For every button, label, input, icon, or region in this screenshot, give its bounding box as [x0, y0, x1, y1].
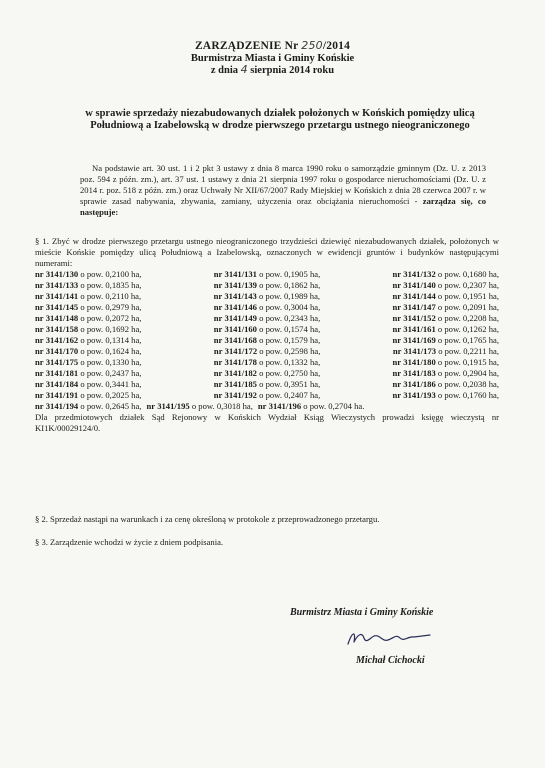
- area-prefix: o pow.: [437, 357, 461, 367]
- plot-number: 3141/147: [403, 302, 436, 312]
- area-unit: ha: [131, 379, 140, 389]
- plot-prefix: nr: [392, 269, 402, 279]
- plot-number: 3141/191: [45, 390, 79, 400]
- plot-number: 3141/192: [224, 390, 257, 400]
- plot-prefix: nr: [146, 401, 156, 411]
- plot-prefix: nr: [392, 280, 402, 290]
- area-unit: ha: [131, 357, 140, 367]
- area-unit: ha: [488, 313, 497, 323]
- plot-prefix: nr: [35, 379, 44, 389]
- plot-row: [35, 302, 499, 313]
- plot-number: 3141/131: [224, 269, 257, 279]
- plot-area: 0,2091: [462, 302, 487, 312]
- plot-prefix: nr: [213, 324, 223, 334]
- area-prefix: o pow.: [437, 368, 461, 378]
- plot-area: 0,2038: [462, 379, 487, 389]
- plot-row: [35, 291, 499, 302]
- section-2: [35, 514, 499, 525]
- plot-prefix: nr: [35, 346, 44, 356]
- area-unit: ha: [309, 313, 319, 323]
- plot-number: 3141/133: [45, 280, 79, 290]
- plot-entry: nr 3141/145 o pow. 0,2979 ha,: [35, 302, 142, 312]
- plot-number: 3141/130: [45, 269, 79, 279]
- area-unit: ha: [488, 368, 497, 378]
- plot-area: 0,1760: [462, 390, 487, 400]
- plot-prefix: nr: [392, 368, 402, 378]
- handwritten-signature: [340, 624, 440, 654]
- plot-prefix: nr: [35, 390, 44, 400]
- area-unit: ha: [488, 335, 497, 345]
- plot-area: 0,3441: [105, 379, 130, 389]
- area-unit: ha: [310, 346, 319, 356]
- area-unit: ha: [488, 390, 497, 400]
- plot-area: 0,2025: [105, 390, 130, 400]
- plot-area: 0,1262: [462, 324, 487, 334]
- area-unit: ha: [131, 335, 140, 345]
- plot-area: 0,3004: [284, 302, 308, 312]
- plot-entry: nr 3141/158 o pow. 0,1692 ha,: [35, 324, 142, 334]
- area-prefix: o pow.: [303, 401, 327, 411]
- plot-row: [35, 379, 499, 390]
- area-unit: ha: [309, 280, 319, 290]
- area-unit: ha: [242, 401, 251, 411]
- plot-row: [35, 313, 499, 324]
- area-unit: ha: [488, 280, 497, 290]
- plot-entry: nr 3141/160 o pow. 0,1574 ha,: [213, 324, 321, 334]
- area-prefix: o pow.: [80, 280, 104, 290]
- plot-number: 3141/185: [224, 379, 257, 389]
- plot-prefix: nr: [213, 357, 223, 367]
- plot-area: 0,1680: [462, 269, 487, 279]
- area-prefix: o pow.: [80, 379, 104, 389]
- area-prefix: o pow.: [259, 335, 282, 345]
- plot-entry: nr 3141/152 o pow. 0,2208 ha,: [392, 313, 499, 323]
- section-1-lead: Zbyć w drodze pierwszego przetargu ustnego nieograniczonego trzydzieści dziewięć niezabudowanych działek, położonych w mieście Końskie pomiędzy ulicą Południową a Izabelowską, oznaczonych w ewidencji gruntów i budynków następującymi numerami:: [35, 236, 500, 268]
- area-unit: ha: [488, 379, 497, 389]
- plot-prefix: nr: [213, 346, 223, 356]
- title-prefix: ZARZĄDZENIE Nr: [194, 40, 302, 52]
- area-prefix: o pow.: [259, 269, 282, 279]
- area-prefix: o pow.: [437, 291, 461, 301]
- plot-area: 0,1314: [105, 335, 130, 345]
- plot-entry: nr 3141/186 o pow. 0,2038 ha,: [392, 379, 499, 389]
- area-unit: ha: [309, 390, 319, 400]
- plot-number: 3141/146: [224, 302, 257, 312]
- document-subject: w sprawie sprzedaży niezabudowanych działek położonych w Końskich pomiędzy ulicą Południową a Izabelowską w drodze pierwszego przetargu ustnego nieograniczonego: [85, 108, 475, 131]
- plot-number: 3141/158: [45, 324, 79, 334]
- plot-list: [35, 269, 499, 412]
- plot-area: 0,2110: [105, 291, 129, 301]
- plot-row: [35, 269, 499, 280]
- preamble-text: Na podstawie art. 30 ust. 1 i 2 pkt 3 ustawy z dnia 8 marca 1990 roku o samorządzie gminnym (Dz. U. z 2013 poz. 594 z późn. zm.), art. 37 ust. 1 ustawy z dnia 21 sierpnia 1997 roku o gospodarce nieruchomościami (Dz. U. z 2014 r. poz. 518 z późn. zm.) oraz Uchwały Nr XII/67/2007 Rady Miejskiej w Końskich z dnia 28 czerwca 2007 r. w sprawie zasad nabywania, zbywania, zamiany, użyczenia oraz obciążania nieruchomości -: [80, 163, 486, 206]
- plot-area: 0,2704: [328, 401, 352, 411]
- plot-number: 3141/144: [403, 291, 436, 301]
- plot-entry: nr 3141/183 o pow. 0,2904 ha,: [392, 368, 499, 378]
- area-prefix: o pow.: [259, 346, 283, 356]
- plot-prefix: nr: [35, 302, 44, 312]
- plot-number: 3141/152: [403, 313, 436, 323]
- plot-entry: nr 3141/131 o pow. 0,1905 ha,: [213, 269, 321, 279]
- plot-entry: nr 3141/148 o pow. 0,2072 ha,: [35, 313, 142, 323]
- plot-entry: nr 3141/132 o pow. 0,1680 ha,: [392, 269, 499, 279]
- plot-entry: nr 3141/139 o pow. 0,1862 ha,: [213, 280, 321, 290]
- preamble: [80, 163, 486, 218]
- plot-number: 3141/170: [45, 346, 79, 356]
- plot-area: 0,1835: [105, 280, 130, 290]
- area-prefix: o pow.: [258, 291, 282, 301]
- plot-entry: nr 3141/196 o pow. 0,2704 ha.: [257, 401, 365, 411]
- plot-number: 3141/181: [45, 368, 79, 378]
- section-1-label: § 1.: [35, 236, 49, 246]
- title-suffix: /2014: [322, 40, 351, 52]
- plot-number: 3141/160: [224, 324, 257, 334]
- plot-area: 0,2072: [105, 313, 130, 323]
- plot-area: 0,1989: [283, 291, 308, 301]
- plot-prefix: nr: [392, 346, 402, 356]
- plot-area: 0,2645: [105, 401, 130, 411]
- plot-area: 0,1951: [462, 291, 487, 301]
- plot-entry: nr 3141/173 o pow. 0,2211 ha,: [392, 346, 499, 356]
- plot-number: 3141/162: [45, 335, 79, 345]
- plot-prefix: nr: [392, 313, 402, 323]
- area-prefix: o pow.: [437, 390, 461, 400]
- plot-number: 3141/168: [224, 335, 257, 345]
- plot-entry: nr 3141/184 o pow. 0,3441 ha,: [35, 379, 142, 389]
- plot-number: 3141/182: [224, 368, 257, 378]
- date-prefix: z dnia: [210, 65, 241, 76]
- area-prefix: o pow.: [437, 280, 461, 290]
- plot-entry: nr 3141/195 o pow. 0,3018 ha,: [146, 401, 253, 411]
- area-prefix: o pow.: [80, 302, 104, 312]
- preamble-emphasis: zarządza się, co następuje:: [80, 196, 486, 217]
- plot-number: 3141/173: [403, 346, 437, 356]
- plot-prefix: nr: [35, 280, 44, 290]
- plot-prefix: nr: [392, 379, 402, 389]
- area-prefix: o pow.: [80, 313, 104, 323]
- plot-entry: nr 3141/182 o pow. 0,2750 ha,: [213, 368, 321, 378]
- plot-number: 3141/172: [224, 346, 258, 356]
- area-prefix: o pow.: [259, 302, 282, 312]
- area-prefix: o pow.: [437, 324, 461, 334]
- plot-area: 0,2979: [105, 302, 130, 312]
- area-unit: ha: [488, 357, 497, 367]
- plot-entry: nr 3141/169 o pow. 0,1765 ha,: [392, 335, 499, 345]
- plot-entry: nr 3141/162 o pow. 0,1314 ha,: [35, 335, 142, 345]
- plot-row: [35, 324, 499, 335]
- area-prefix: o pow.: [437, 335, 461, 345]
- plot-row: [35, 390, 499, 401]
- plot-entry: nr 3141/175 o pow. 0,1330 ha,: [35, 357, 142, 367]
- plot-prefix: nr: [213, 291, 223, 301]
- plot-prefix: nr: [35, 269, 44, 279]
- plot-prefix: nr: [213, 368, 223, 378]
- handwritten-day: 4: [240, 63, 248, 76]
- plot-prefix: nr: [35, 291, 44, 301]
- plot-entry: nr 3141/178 o pow. 0,1332 ha,: [213, 357, 321, 367]
- plot-prefix: nr: [213, 269, 223, 279]
- plot-prefix: nr: [257, 401, 267, 411]
- area-prefix: o pow.: [80, 368, 104, 378]
- plot-area: 0,2208: [462, 313, 487, 323]
- area-prefix: o pow.: [437, 379, 461, 389]
- area-unit: ha: [309, 302, 319, 312]
- plot-prefix: nr: [392, 302, 402, 312]
- plot-entry: nr 3141/161 o pow. 0,1262 ha,: [392, 324, 499, 334]
- plot-row: [35, 335, 499, 346]
- plot-area: 0,1692: [105, 324, 130, 334]
- plot-prefix: nr: [392, 390, 402, 400]
- plot-number: 3141/139: [224, 280, 257, 290]
- area-prefix: o pow.: [80, 269, 104, 279]
- plot-area: 0,2598: [284, 346, 308, 356]
- plot-prefix: nr: [213, 313, 223, 323]
- plot-entry: nr 3141/185 o pow. 0,3951 ha,: [213, 379, 321, 389]
- area-unit: ha: [131, 302, 140, 312]
- area-unit: ha: [309, 379, 319, 389]
- section-3-label: § 3.: [35, 537, 48, 547]
- plot-prefix: nr: [35, 335, 44, 345]
- plot-number: 3141/180: [403, 357, 436, 367]
- plot-area: 0,3951: [284, 379, 308, 389]
- plot-prefix: nr: [213, 379, 223, 389]
- handwritten-number: 250: [301, 39, 323, 52]
- area-unit: ha: [488, 324, 497, 334]
- plot-prefix: nr: [213, 280, 223, 290]
- plot-area: 0,1579: [284, 335, 308, 345]
- plot-area: 0,2343: [284, 313, 308, 323]
- plot-entry: nr 3141/144 o pow. 0,1951 ha,: [392, 291, 499, 301]
- plot-number: 3141/175: [45, 357, 79, 367]
- plot-row: [35, 280, 499, 291]
- plot-number: 3141/193: [403, 390, 436, 400]
- plot-prefix: nr: [392, 291, 402, 301]
- plot-number: 3141/140: [403, 280, 436, 290]
- plot-area: 0,2211: [463, 346, 487, 356]
- area-unit: ha: [488, 269, 497, 279]
- area-unit: ha: [309, 324, 319, 334]
- plot-area: 0,2307: [462, 280, 487, 290]
- document-date: [0, 64, 545, 77]
- area-unit: ha: [130, 291, 139, 301]
- plot-entry: nr 3141/193 o pow. 0,1760 ha,: [392, 390, 499, 400]
- area-unit: ha: [488, 346, 497, 356]
- plot-prefix: nr: [392, 335, 402, 345]
- plot-row: [35, 357, 499, 368]
- plot-number: 3141/148: [45, 313, 79, 323]
- area-prefix: o pow.: [80, 357, 104, 367]
- area-prefix: o pow.: [259, 379, 282, 389]
- plot-area: 0,2407: [284, 390, 308, 400]
- plot-number: 3141/186: [403, 379, 436, 389]
- plot-number: 3141/161: [403, 324, 436, 334]
- area-unit: ha: [354, 401, 363, 411]
- document-header: [0, 40, 545, 77]
- area-prefix: o pow.: [438, 346, 462, 356]
- area-unit: ha: [131, 269, 140, 279]
- plot-number: 3141/178: [224, 357, 257, 367]
- plot-entry: nr 3141/180 o pow. 0,1915 ha,: [392, 357, 499, 367]
- signatory-name: Michał Cichocki: [356, 655, 425, 666]
- area-unit: ha: [131, 390, 140, 400]
- area-prefix: o pow.: [259, 280, 282, 290]
- area-prefix: o pow.: [259, 313, 282, 323]
- plot-entry: nr 3141/192 o pow. 0,2407 ha,: [213, 390, 321, 400]
- plot-row: [35, 368, 499, 379]
- section-1-tail: Dla przedmiotowych działek Sąd Rejonowy w Końskich Wydział Ksiąg Wieczystych prowadzi księgę wieczystą nr KI1K/00029124/0.: [35, 412, 499, 433]
- area-unit: ha: [131, 324, 140, 334]
- area-unit: ha: [131, 401, 140, 411]
- area-prefix: o pow.: [437, 302, 461, 312]
- plot-entry: nr 3141/140 o pow. 0,2307 ha,: [392, 280, 499, 290]
- plot-number: 3141/132: [403, 269, 436, 279]
- plot-number: 3141/145: [45, 302, 79, 312]
- section-3: [35, 537, 499, 548]
- area-prefix: o pow.: [259, 357, 282, 367]
- area-prefix: o pow.: [80, 401, 104, 411]
- plot-entry: nr 3141/168 o pow. 0,1579 ha,: [213, 335, 321, 345]
- area-unit: ha: [309, 269, 319, 279]
- plot-number: 3141/141: [45, 291, 79, 301]
- signature-title: Burmistrz Miasta i Gminy Końskie: [290, 607, 434, 618]
- area-unit: ha: [309, 335, 319, 345]
- plot-area: 0,2904: [462, 368, 487, 378]
- date-suffix: sierpnia 2014 roku: [247, 65, 335, 76]
- area-unit: ha: [309, 368, 319, 378]
- area-prefix: o pow.: [437, 269, 461, 279]
- plot-area: 0,2437: [105, 368, 130, 378]
- plot-prefix: nr: [35, 357, 44, 367]
- area-prefix: o pow.: [80, 291, 104, 301]
- plot-row: [35, 401, 499, 412]
- plot-area: 0,1330: [105, 357, 130, 367]
- section-2-text: Sprzedaż nastąpi na warunkach i za cenę określoną w protokole z przeprowadzonego przetargu.: [50, 514, 380, 524]
- area-unit: ha: [131, 313, 140, 323]
- plot-entry: nr 3141/130 o pow. 0,2100 ha,: [35, 269, 142, 279]
- plot-entry: nr 3141/149 o pow. 0,2343 ha,: [213, 313, 321, 323]
- plot-entry: nr 3141/133 o pow. 0,1835 ha,: [35, 280, 142, 290]
- plot-prefix: nr: [392, 357, 402, 367]
- plot-number: 3141/143: [224, 291, 257, 301]
- plot-prefix: nr: [392, 324, 402, 334]
- plot-entry: nr 3141/146 o pow. 0,3004 ha,: [213, 302, 321, 312]
- issuer: Burmistrza Miasta i Gminy Końskie: [190, 52, 355, 64]
- plot-prefix: nr: [35, 401, 44, 411]
- plot-prefix: nr: [35, 324, 44, 334]
- area-unit: ha: [309, 357, 319, 367]
- area-prefix: o pow.: [80, 335, 104, 345]
- plot-entry: nr 3141/191 o pow. 0,2025 ha,: [35, 390, 142, 400]
- plot-number: 3141/195: [157, 401, 190, 411]
- plot-entry: nr 3141/170 o pow. 0,1624 ha,: [35, 346, 142, 356]
- area-unit: ha: [488, 291, 497, 301]
- plot-area: 0,1332: [284, 357, 308, 367]
- plot-entry: nr 3141/172 o pow. 0,2598 ha,: [213, 346, 321, 356]
- plot-number: 3141/184: [45, 379, 79, 389]
- area-unit: ha: [131, 346, 140, 356]
- section-3-text: Zarządzenie wchodzi w życie z dniem podpisania.: [50, 537, 224, 547]
- plot-row: [35, 346, 499, 357]
- plot-entry: nr 3141/143 o pow. 0,1989 ha,: [213, 291, 321, 301]
- area-prefix: o pow.: [259, 368, 282, 378]
- document-title: [0, 40, 545, 53]
- plot-area: 0,1915: [462, 357, 487, 367]
- plot-area: 0,1624: [105, 346, 130, 356]
- plot-number: 3141/196: [268, 401, 302, 411]
- plot-prefix: nr: [35, 368, 44, 378]
- area-unit: ha: [488, 302, 497, 312]
- plot-area: 0,1574: [284, 324, 308, 334]
- plot-prefix: nr: [35, 313, 44, 323]
- plot-entry: nr 3141/141 o pow. 0,2110 ha,: [35, 291, 142, 301]
- plot-number: 3141/183: [403, 368, 436, 378]
- area-prefix: o pow.: [80, 324, 104, 334]
- plot-prefix: nr: [213, 302, 223, 312]
- plot-prefix: nr: [213, 335, 223, 345]
- plot-number: 3141/169: [403, 335, 436, 345]
- plot-entry: nr 3141/181 o pow. 0,2437 ha,: [35, 368, 142, 378]
- plot-area: 0,1765: [462, 335, 487, 345]
- area-prefix: o pow.: [437, 313, 461, 323]
- area-unit: ha: [309, 291, 318, 301]
- plot-area: 0,1862: [284, 280, 308, 290]
- section-2-label: § 2.: [35, 514, 48, 524]
- plot-area: 0,2750: [284, 368, 308, 378]
- plot-entry: nr 3141/147 o pow. 0,2091 ha,: [392, 302, 499, 312]
- plot-number: 3141/194: [45, 401, 79, 411]
- area-prefix: o pow.: [80, 346, 104, 356]
- plot-area: 0,3018: [216, 401, 241, 411]
- area-prefix: o pow.: [259, 324, 282, 334]
- section-1: [35, 236, 499, 434]
- area-prefix: o pow.: [259, 390, 282, 400]
- area-unit: ha: [131, 368, 140, 378]
- area-prefix: o pow.: [191, 401, 215, 411]
- plot-area: 0,2100: [105, 269, 130, 279]
- plot-entry: nr 3141/194 o pow. 0,2645 ha,: [35, 401, 142, 411]
- plot-number: 3141/149: [224, 313, 257, 323]
- plot-area: 0,1905: [284, 269, 308, 279]
- area-prefix: o pow.: [80, 390, 104, 400]
- plot-prefix: nr: [213, 390, 223, 400]
- area-unit: ha: [131, 280, 140, 290]
